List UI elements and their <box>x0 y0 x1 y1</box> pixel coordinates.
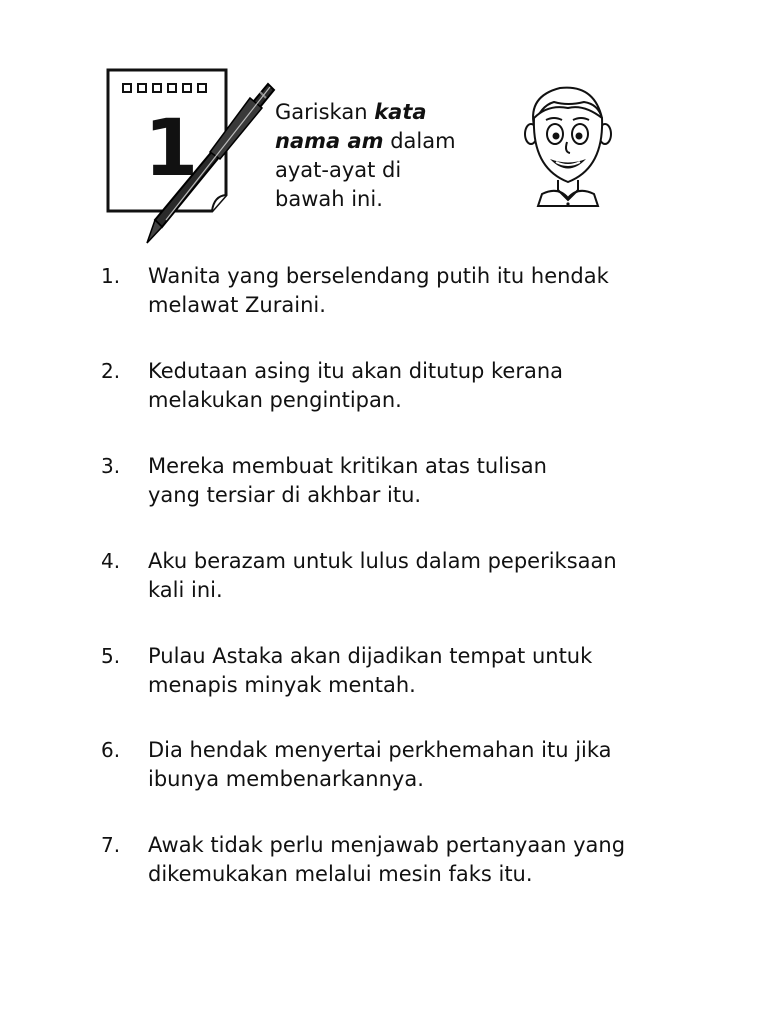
question-text <box>148 642 708 700</box>
question-line: kali ini. <box>148 578 223 602</box>
worksheet-header <box>0 0 768 250</box>
question-line: yang tersiar di akhbar itu. <box>148 483 422 507</box>
question-line: Dia hendak menyertai perkhemahan itu jika <box>148 738 612 762</box>
smiling-boy-icon <box>518 82 618 210</box>
question-line: Aku berazam untuk lulus dalam peperiksaan <box>148 549 617 573</box>
question-number: 3. <box>101 454 121 478</box>
instruction-part1: Gariskan <box>275 100 375 124</box>
question-text <box>148 736 708 794</box>
question-line: Wanita yang berselendang putih itu hendak <box>148 264 609 288</box>
question-text <box>148 357 708 415</box>
question-line: melakukan pengintipan. <box>148 388 402 412</box>
question-number: 4. <box>101 549 121 573</box>
question-number: 1. <box>101 264 121 288</box>
question-line: menapis minyak mentah. <box>148 673 416 697</box>
question-text <box>148 262 708 320</box>
question-number: 6. <box>101 738 121 762</box>
question-line: Awak tidak perlu menjawab pertanyaan yang <box>148 833 626 857</box>
instruction-line3: ayat-ayat di <box>275 158 402 182</box>
keyword-kata: kata <box>374 100 427 124</box>
instruction-line4: bawah ini. <box>275 187 383 211</box>
calendar-icon <box>100 62 280 247</box>
instruction-text <box>275 98 485 214</box>
question-text <box>148 831 708 889</box>
keyword-nama-am: nama am <box>275 129 384 153</box>
question-line: dikemukakan melalui mesin faks itu. <box>148 862 533 886</box>
question-number: 2. <box>101 359 121 383</box>
calendar-number: 1 <box>144 104 199 194</box>
question-line: ibunya membenarkannya. <box>148 767 424 791</box>
question-text <box>148 547 708 605</box>
question-number: 5. <box>101 644 121 668</box>
question-number: 7. <box>101 833 121 857</box>
question-line: Kedutaan asing itu akan ditutup kerana <box>148 359 564 383</box>
question-line: Pulau Astaka akan dijadikan tempat untuk <box>148 644 593 668</box>
question-text <box>148 452 708 510</box>
instruction-part2: dalam <box>383 129 456 153</box>
question-line: Mereka membuat kritikan atas tulisan <box>148 454 547 478</box>
question-line: melawat Zuraini. <box>148 293 326 317</box>
